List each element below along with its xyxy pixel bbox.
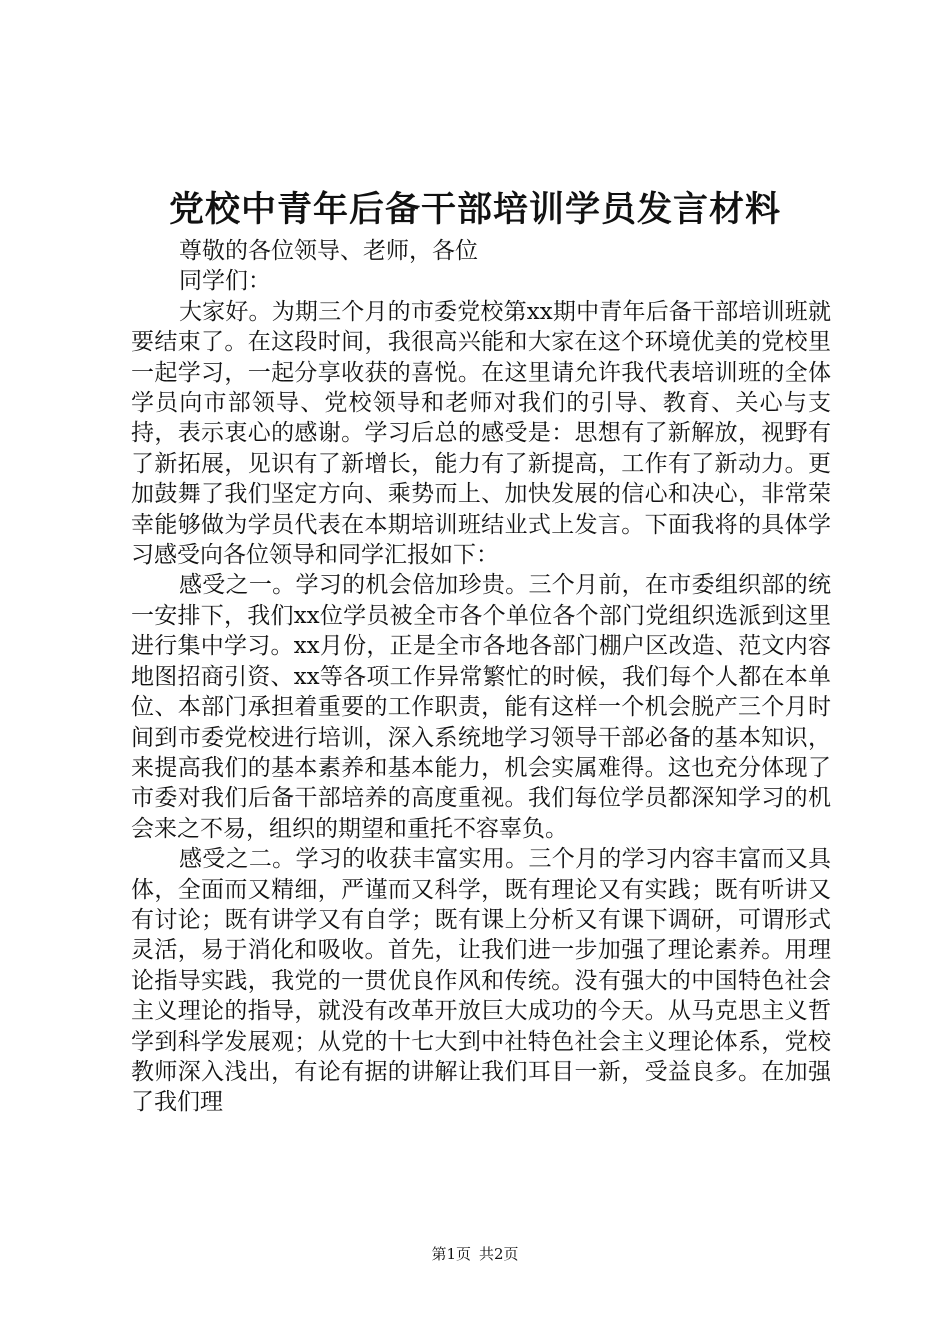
page-number: 第1页 [431,1245,471,1263]
paragraph-intro: 大家好。为期三个月的市委党校第xx期中青年后备干部培训班就要结束了。在这段时间，我很高兴能和大家在这个环境优美的党校里一起学习，一起分享收获的喜悦。在这里请允许我代表培训班的全体学员向市部领导、党校领导和老师对我们的引导、教育、关心与支持，表示衷心的感谢。学习后总的感受是：思想有了新解放，视野有了新拓展，见识有了新增长，能力有了新提高，工作有了新动力。更加鼓舞了我们坚定方向、乘势而上、加快发展的信心和决心，非常荣幸能够做为学员代表在本期培训班结业式上发言。下面我将的具体学习感受向各位领导和同学汇报如下： [131,298,831,569]
page-footer [0,1244,950,1264]
page-total: 共2页 [479,1245,519,1263]
greeting-line-2: 同学们： [179,268,271,295]
greeting-line-1: 尊敬的各位领导、老师，各位 [179,238,478,264]
paragraph-feeling-one: 感受之一。学习的机会倍加珍贵。三个月前，在市委组织部的统一安排下，我们xx位学员被全市各个单位各个部门党组织选派到这里进行集中学习。xx月份，正是全市各地各部门棚户区改造、范文内容地图招商引资、xx等各项工作异常繁忙的时候，我们每个人都在本单位、本部门承担着重要的工作职责，能有这样一个机会脱产三个月时间到市委党校进行培训，深入系统地学习领导干部必备的基本知识，来提高我们的基本素养和基本能力，机会实属难得。这也充分体现了市委对我们后备干部培养的高度重视。我们每位学员都深知学习的机会来之不易，组织的期望和重托不容辜负。 [131,572,831,842]
document-title: 党校中青年后备干部培训学员发言材料 [168,189,781,230]
document-body [131,236,831,1118]
paragraph-feeling-two: 感受之二。学习的收获丰富实用。三个月的学习内容丰富而又具体，全面而又精细，严谨而又科学，既有理论又有实践；既有听讲又有讨论；既有讲学又有自学；既有课上分析又有课下调研，可谓形式灵活，易于消化和吸收。首先，让我们进一步加强了理论素养。用理论指导实践，我党的一贯优良作风和传统。没有强大的中国特色社会主义理论的指导，就没有改革开放巨大成功的今天。从马克思主义哲学到科学发展观；从党的十七大到中社特色社会主义理论体系，党校教师深入浅出，有论有据的讲解让我们耳目一新，受益良多。在加强了我们理 [131,846,831,1116]
